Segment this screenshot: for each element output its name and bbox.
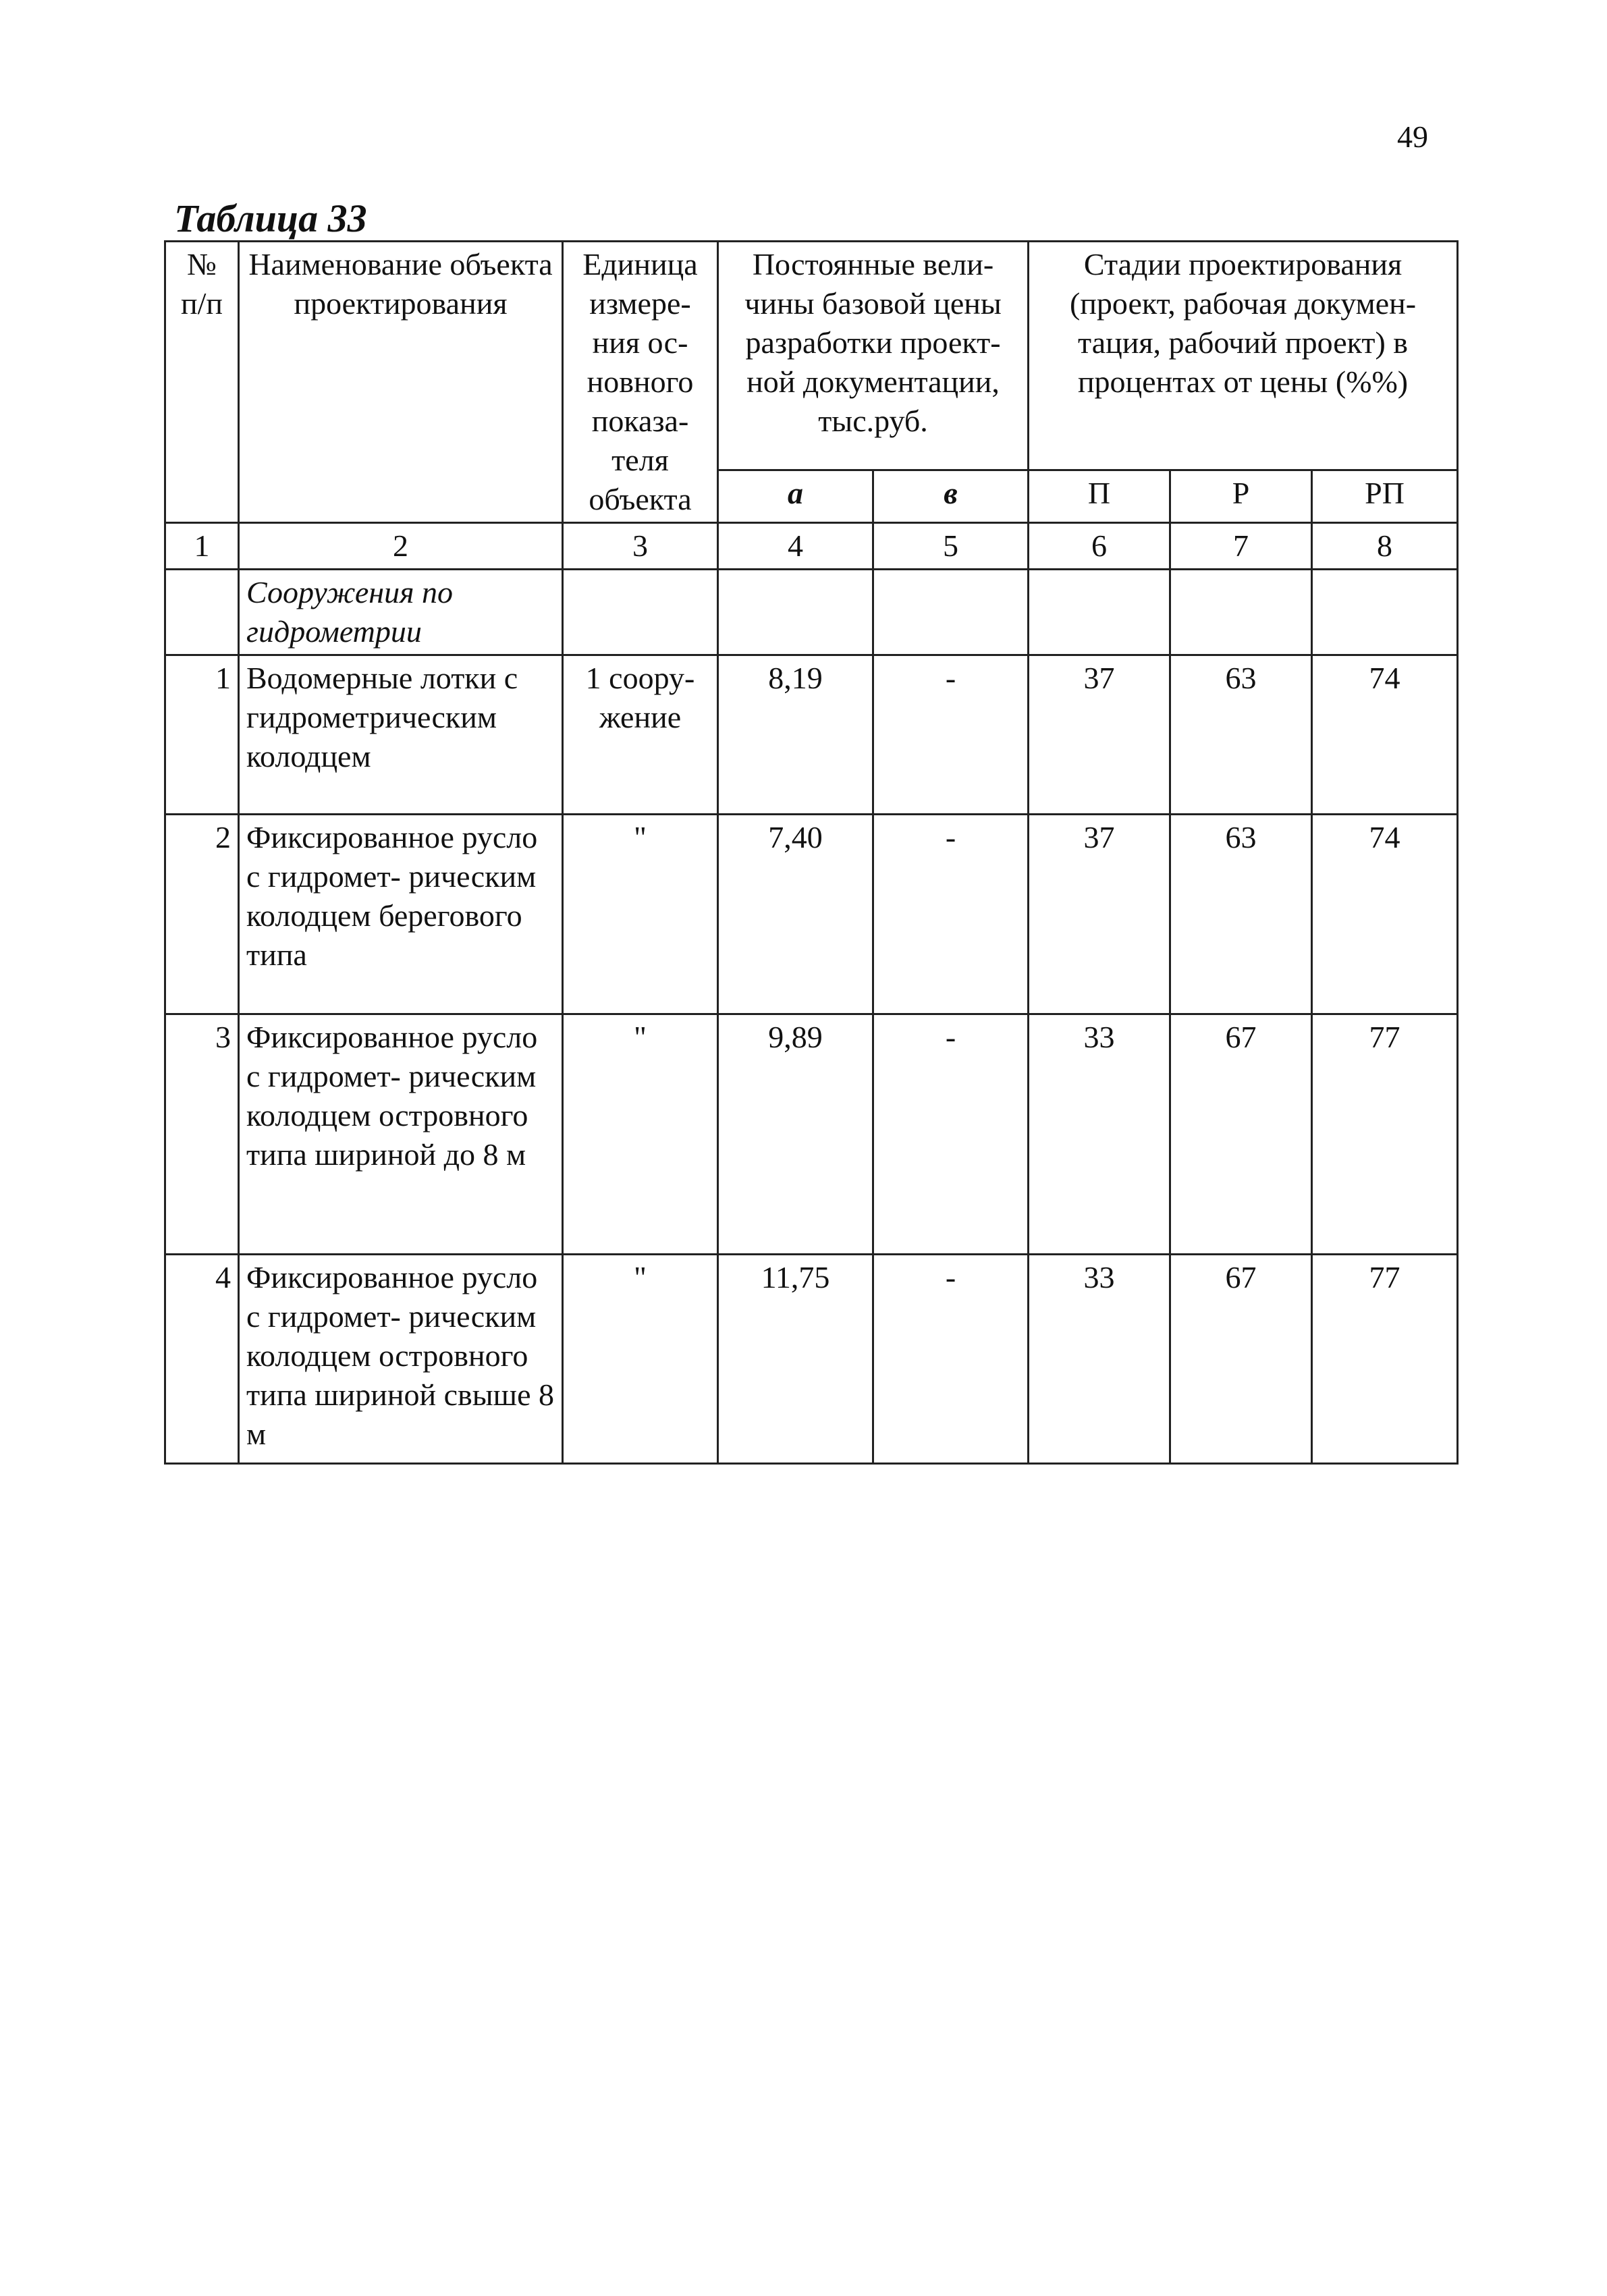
column-number: 8 [1312,523,1458,570]
table-title: Таблица 33 [174,196,367,240]
value-rp: 77 [1312,1255,1458,1464]
column-number: 5 [873,523,1029,570]
header-p: П [1029,470,1170,523]
column-number: 4 [718,523,873,570]
value-b: - [873,815,1029,1014]
unit: 1 соору- жение [563,655,718,815]
header-a: а [718,470,873,523]
column-number: 1 [165,523,239,570]
header-base-price: Постоянные вели- чины базовой цены разработки проект- ной документации, тыс.руб. [718,242,1029,470]
header-rp: РП [1312,470,1458,523]
object-name: Фиксированное русло с гидромет- рическим колодцем островного типа шириной до 8 м [239,1014,563,1255]
value-b: - [873,1014,1029,1255]
header-unit: Единица измере- ния ос- новного показа- теля объекта [563,242,718,523]
header-object-name: Наименование объекта проектирования [239,242,563,523]
column-number: 7 [1170,523,1312,570]
value-rp: 74 [1312,815,1458,1014]
value-rp: 77 [1312,1014,1458,1255]
row-number: 4 [165,1255,239,1464]
value-p: 33 [1029,1255,1170,1464]
table-row [165,815,1458,1014]
column-number: 2 [239,523,563,570]
table-row [165,655,1458,815]
column-number: 3 [563,523,718,570]
section-row [165,570,1458,655]
value-rp: 74 [1312,655,1458,815]
page-number: 49 [1397,119,1428,154]
value-r: 63 [1170,815,1312,1014]
unit: " [563,815,718,1014]
value-r: 67 [1170,1255,1312,1464]
price-table [164,240,1459,1465]
value-p: 37 [1029,815,1170,1014]
section-title: Сооружения по гидрометрии [239,570,563,655]
header-design-stages: Стадии проектирования (проект, рабочая докумен- тация, рабочий проект) в процентах от цены (%%) [1029,242,1458,470]
unit: " [563,1014,718,1255]
header-r: Р [1170,470,1312,523]
row-number: 3 [165,1014,239,1255]
table-row [165,1255,1458,1464]
unit: " [563,1255,718,1464]
value-a: 11,75 [718,1255,873,1464]
value-r: 67 [1170,1014,1312,1255]
header-b: в [873,470,1029,523]
column-number-row [165,523,1458,570]
value-b: - [873,1255,1029,1464]
value-a: 7,40 [718,815,873,1014]
object-name: Водомерные лотки с гидрометрическим колодцем [239,655,563,815]
value-r: 63 [1170,655,1312,815]
value-p: 37 [1029,655,1170,815]
column-number: 6 [1029,523,1170,570]
row-number: 2 [165,815,239,1014]
value-a: 8,19 [718,655,873,815]
value-a: 9,89 [718,1014,873,1255]
object-name: Фиксированное русло с гидромет- рическим колодцем берегового типа [239,815,563,1014]
value-b: - [873,655,1029,815]
table-row [165,1014,1458,1255]
row-number: 1 [165,655,239,815]
header-row-1 [165,242,1458,470]
header-number: № п/п [165,242,239,523]
value-p: 33 [1029,1014,1170,1255]
object-name: Фиксированное русло с гидромет- рическим колодцем островного типа шириной свыше 8 м [239,1255,563,1464]
